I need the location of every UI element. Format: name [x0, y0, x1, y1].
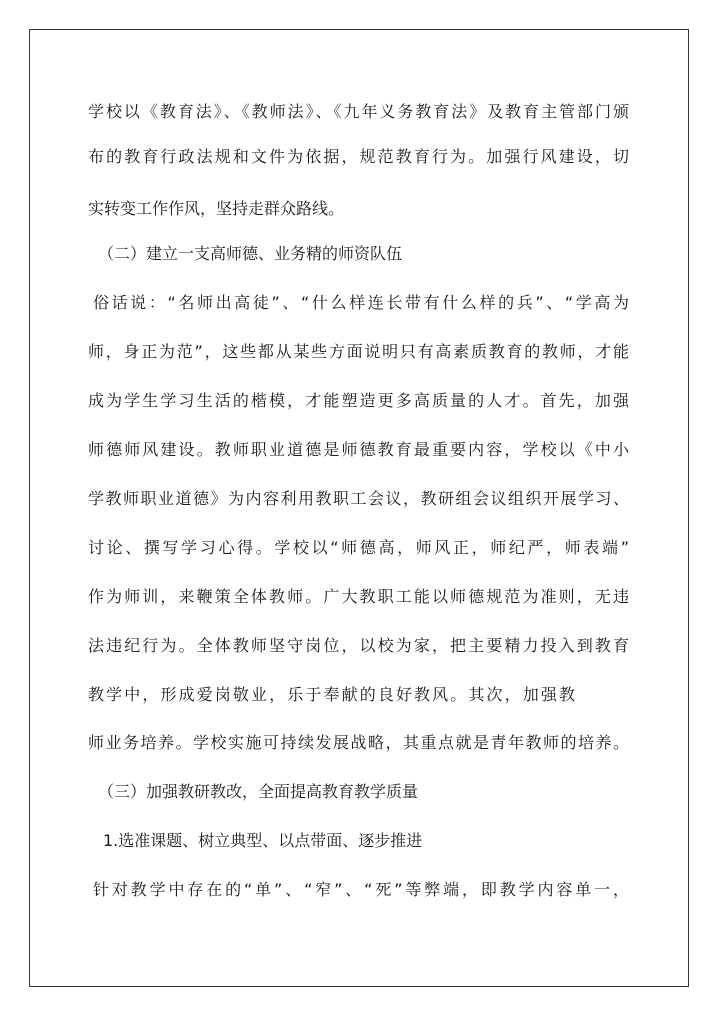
body-text-line: 俗话说：“名师出高徒”、“什么样连长带有什么样的兵”、“学高为 [93, 293, 629, 312]
page-frame [29, 29, 689, 987]
body-text-line: 师业务培养。学校实施可持续发展战略，其重点就是青年教师的培养。 [88, 733, 629, 752]
body-text-line: 讨论、撰写学习心得。学校以“师德高，师风正，师纪严，师表端” [88, 538, 629, 557]
body-text-line: 学校以《教育法》、《教师法》、《九年义务教育法》及教育主管部门颁 [88, 102, 629, 121]
body-text-line: 作为师训，来鞭策全体教师。广大教职工能以师德规范为准则，无违 [88, 587, 629, 606]
body-text-line: 师，身正为范”，这些都从某些方面说明只有高素质教育的教师，才能 [88, 342, 629, 361]
body-text-line: 成为学生学习生活的楷模，才能塑造更多高质量的人才。首先，加强 [88, 391, 629, 410]
body-text-line: 布的教育行政法规和文件为依据，规范教育行为。加强行风建设，切 [88, 147, 629, 166]
body-text-line: 法违纪行为。全体教师坚守岗位，以校为家，把主要精力投入到教育 [88, 636, 629, 655]
subsection-heading: 1.选准课题、树立典型、以点带面、逐步推进 [103, 831, 423, 850]
body-text-line: 教学中，形成爱岗敬业，乐于奉献的良好教风。其次，加强教 [88, 685, 575, 704]
body-text-line: 师德师风建设。教师职业道德是师德教育最重要内容，学校以《中小 [88, 440, 629, 459]
body-text-line: 学教师职业道德》为内容利用教职工会议，教研组会议组织开展学习、 [88, 489, 629, 508]
body-text-line: 针对教学中存在的“单”、“窄”、“死”等弊端，即教学内容单一， [93, 880, 629, 899]
body-text-line: 实转变工作作风，坚持走群众路线。 [88, 199, 345, 218]
section-heading: （二）建立一支高师德、业务精的师资队伍 [98, 244, 403, 263]
section-heading: （三）加强教研教改，全面提高教育教学质量 [98, 782, 419, 801]
